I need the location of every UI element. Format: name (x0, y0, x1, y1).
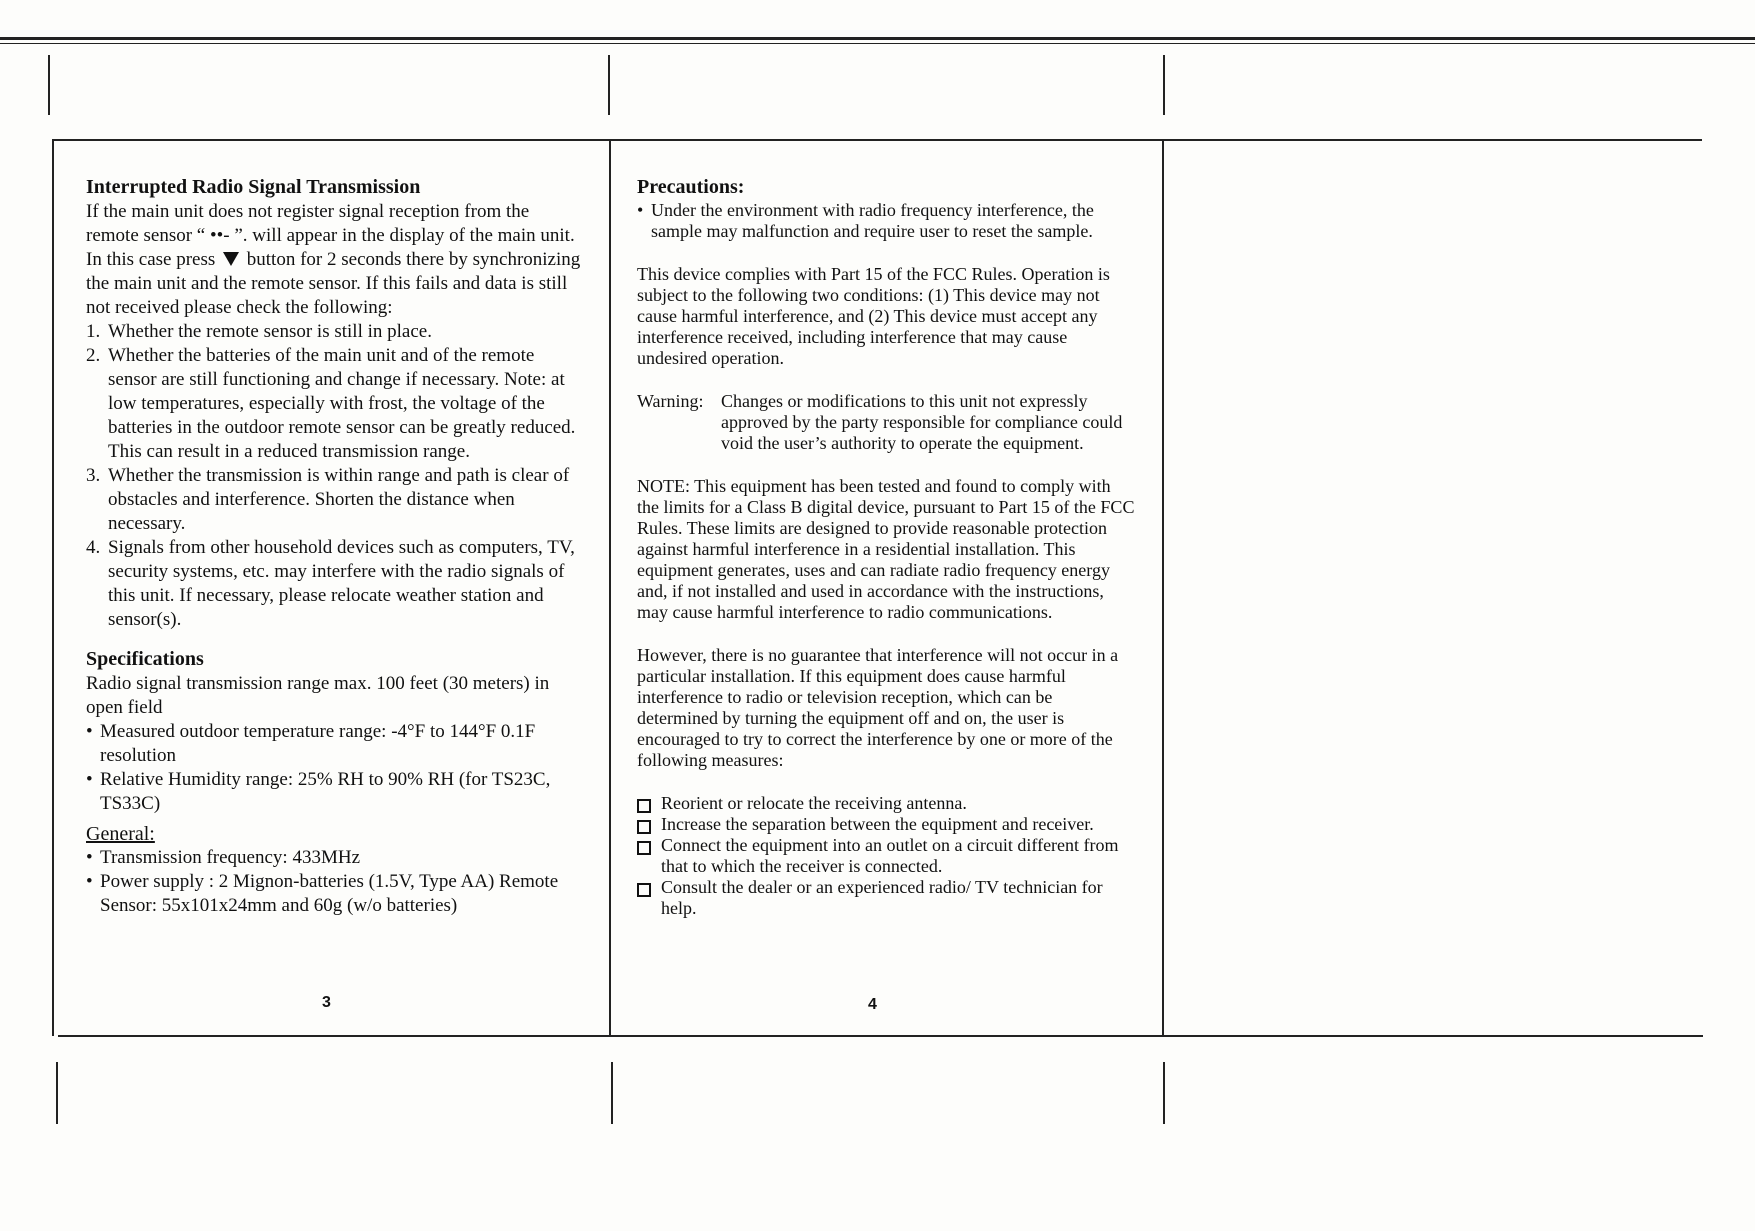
measure-text: Increase the separation between the equipment and receiver. (661, 814, 1094, 834)
fold-mark-top-left (48, 55, 50, 115)
fold-mark-bottom-right (1163, 1062, 1165, 1124)
panel-divider-1 (609, 140, 611, 1036)
list-number: 2. (86, 345, 101, 366)
general-bullet-text: Power supply : 2 Mignon-batteries (1.5V, Type AA) Remote Sensor: 55x101x24mm and 60g (w/o batteries) (100, 871, 559, 916)
list-text: Signals from other household devices such as computers, TV, security systems, etc. may interfere with the radio signals of this unit. If necessary, please relocate weather station and sensor(s). (108, 537, 575, 630)
warning-block (637, 391, 1137, 454)
list-number: 1. (86, 321, 101, 342)
measure-item (637, 814, 1137, 835)
spec-bullet-text: Measured outdoor temperature range: -4°F to 144°F 0.1F resolution (100, 721, 536, 766)
specifications-heading: Specifications (86, 648, 204, 670)
however-text: However, there is no guarantee that interference will not occur in a particular installation. If this equipment does cause harmful interference to radio or television reception, which can be determined by turning the equipment off and on, the user is encouraged to try to correct the interference by one or more of the following measures: (637, 645, 1119, 770)
panel-bottom-line (58, 1035, 1703, 1037)
list-item (86, 344, 586, 464)
page-number-4: 4 (868, 996, 877, 1013)
intro-text-a: If the main unit does not register signal reception from the remote sensor “ ••- ”. will appear in the display of the main unit. In this case press (86, 201, 575, 270)
general-bullet: • Power supply : 2 Mignon-batteries (1.5V, Type AA) Remote Sensor: 55x101x24mm and 60g (w/o batteries) (86, 871, 559, 916)
list-item (86, 464, 586, 536)
list-item (86, 320, 586, 344)
list-text: Whether the batteries of the main unit and of the remote sensor are still functioning and change if necessary. Note: at low temperatures, especially with frost, the voltage of the batteries in the outdoor remote sensor can be greatly reduced. This can result in a reduced transmission range. (108, 345, 576, 462)
checkbox-square-icon (637, 820, 651, 834)
precaution-text: Under the environment with radio frequency interference, the sample may malfunction and require user to reset the sample. (651, 200, 1094, 241)
list-number: 3. (86, 465, 101, 486)
checkbox-square-icon (637, 799, 651, 813)
page-4-column (637, 174, 1137, 919)
general-label: General: (86, 823, 155, 845)
top-border-line (0, 37, 1755, 40)
intro-text-b: button for 2 seconds there by synchronizing the main unit and the remote sensor. If this fails and data is still not received please check the following: (86, 249, 581, 318)
fcc-compliance-text: This device complies with Part 15 of the FCC Rules. Operation is subject to the following two conditions: (1) This device may not cause harmful interference, and (2) This device must accept any interference received, including interference that may cause undesired operation. (637, 264, 1110, 368)
list-item (86, 536, 586, 632)
spec-bullet: • Relative Humidity range: 25% RH to 90% RH (for TS23C, TS33C) (86, 769, 551, 814)
interrupted-signal-heading: Interrupted Radio Signal Transmission (86, 176, 421, 198)
down-arrow-icon (223, 252, 239, 266)
panel-left-border (52, 140, 54, 1036)
general-bullet-text: Transmission frequency: 433MHz (100, 847, 360, 868)
measure-item (637, 835, 1137, 877)
precaution-bullet: • Under the environment with radio frequency interference, the sample may malfunction and require user to reset the sample. (637, 200, 1094, 241)
fold-mark-bottom-mid (611, 1062, 613, 1124)
spec-bullet-text: Relative Humidity range: 25% RH to 90% RH (for TS23C, TS33C) (100, 769, 551, 814)
checkbox-square-icon (637, 841, 651, 855)
page-number-3: 3 (322, 994, 331, 1011)
measure-item (637, 877, 1137, 919)
measure-text: Connect the equipment into an outlet on a circuit different from that to which the receiver is connected. (661, 835, 1119, 876)
note-text: NOTE: This equipment has been tested and found to comply with the limits for a Class B digital device, pursuant to Part 15 of the FCC Rules. These limits are designed to provide reasonable protection against harmful interference in a residential installation. This equipment generates, uses and can radiate radio frequency energy and, if not installed and used in accordance with the instructions, may cause harmful interference to radio communications. (637, 476, 1135, 622)
list-text: Whether the remote sensor is still in place. (108, 321, 432, 342)
warning-label: Warning: (637, 391, 704, 411)
measure-text: Consult the dealer or an experienced radio/ TV technician for help. (661, 877, 1103, 918)
checkbox-square-icon (637, 883, 651, 897)
spec-bullet: • Measured outdoor temperature range: -4°F to 144°F 0.1F resolution (86, 721, 536, 766)
fold-mark-bottom-left (56, 1062, 58, 1124)
panel-top-line (52, 139, 1702, 141)
list-number: 4. (86, 537, 101, 558)
measure-text: Reorient or relocate the receiving antenna. (661, 793, 967, 813)
fold-mark-top-mid (608, 55, 610, 115)
list-text: Whether the transmission is within range and path is clear of obstacles and interference. Shorten the distance when necessary. (108, 465, 570, 534)
fold-mark-top-right (1163, 55, 1165, 115)
interrupted-signal-intro (86, 200, 586, 320)
precautions-heading: Precautions: (637, 176, 745, 198)
spec-intro: Radio signal transmission range max. 100 feet (30 meters) in open field (86, 673, 550, 718)
warning-text: Changes or modifications to this unit not expressly approved by the party responsible for compliance could void the user’s authority to operate the equipment. (721, 391, 1123, 453)
checklist (86, 320, 586, 632)
measure-item (637, 793, 1137, 814)
general-bullet: • Transmission frequency: 433MHz (86, 847, 360, 868)
panel-divider-2 (1162, 140, 1164, 1036)
top-border-line-thin (0, 43, 1755, 44)
page-3-column (86, 174, 586, 918)
